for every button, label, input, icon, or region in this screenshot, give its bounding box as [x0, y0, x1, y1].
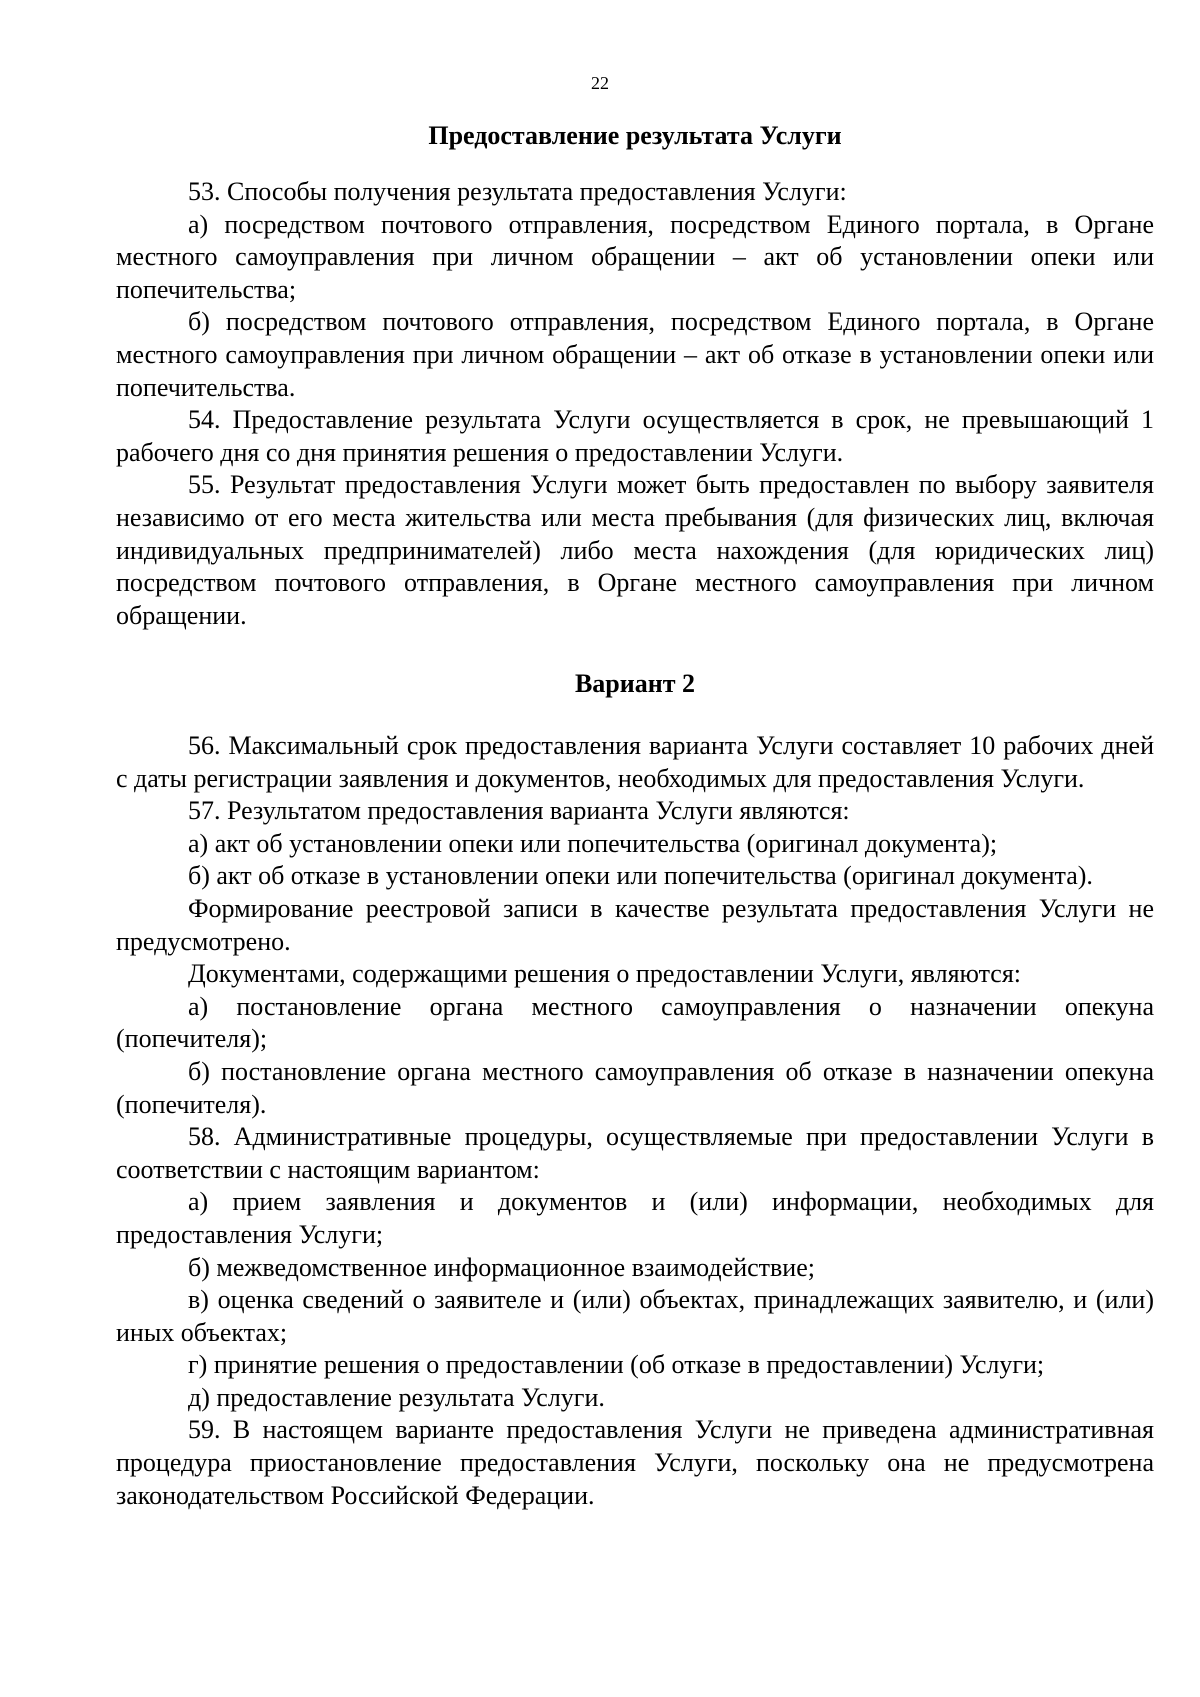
paragraph-53-b: б) посредством почтового отправления, посредством Единого портала, в Органе местного самоуправления при личном обращении – акт об отказе в установлении опеки или попечительства.	[116, 307, 1154, 402]
section-result-body	[116, 176, 1154, 632]
paragraph-59: 59. В настоящем варианте предоставления Услуги не приведена административная процедура приостановление предоставления Услуги, поскольку она не предусмотрена законодательством Российской Федерации.	[116, 1415, 1154, 1510]
paragraph-58-b: б) межведомственное информационное взаимодействие;	[188, 1252, 815, 1282]
paragraph-decision-documents: Документами, содержащими решения о предоставлении Услуги, являются:	[188, 959, 1022, 989]
paragraph-57-b: б) акт об отказе в установлении опеки или попечительства (оригинал документа).	[188, 861, 1093, 891]
paragraph-57: 57. Результатом предоставления варианта Услуги являются:	[188, 796, 850, 826]
section-variant-body	[116, 730, 1154, 1512]
paragraph-registry-record: Формирование реестровой записи в качестве результата предоставления Услуги не предусмотрено.	[116, 893, 1154, 956]
paragraph-53: 53. Способы получения результата предоставления Услуги:	[188, 177, 847, 206]
paragraph-58-a: а) прием заявления и документов и (или) информации, необходимых для предоставления Услуги;	[116, 1187, 1154, 1249]
paragraph-decision-a: а) постановление органа местного самоуправления о назначении опекуна (попечителя);	[116, 991, 1154, 1054]
section-title-result-delivery: Предоставление результата Услуги	[428, 121, 842, 150]
paragraph-decision-b: б) постановление органа местного самоуправления об отказе в назначении опекуна (попечителя).	[116, 1056, 1154, 1119]
paragraph-57-a: а) акт об установлении опеки или попечительства (оригинал документа);	[188, 828, 998, 858]
page-number: 22	[591, 73, 609, 93]
paragraph-53-a: а) посредством почтового отправления, посредством Единого портала, в Органе местного самоуправления при личном обращении – акт об установлении опеки или попечительства;	[116, 209, 1154, 304]
paragraph-58-g: г) принятие решения о предоставлении (об отказе в предоставлении) Услуги;	[188, 1350, 1045, 1380]
paragraph-55: 55. Результат предоставления Услуги может быть предоставлен по выбору заявителя независимо от его места жительства или места пребывания (для физических лиц, включая индивидуальных предпринимателей) либо места нахождения (для юридических лиц) посредством почтового отправления, в Органе местного самоуправления при личном обращении.	[116, 470, 1154, 630]
paragraph-58: 58. Административные процедуры, осуществляемые при предоставлении Услуги в соответствии с настоящим вариантом:	[116, 1122, 1154, 1184]
paragraph-58-v: в) оценка сведений о заявителе и (или) объектах, принадлежащих заявителю, и (или) иных объектах;	[116, 1285, 1154, 1347]
paragraph-54: 54. Предоставление результата Услуги осуществляется в срок, не превышающий 1 рабочего дня со дня принятия решения о предоставлении Услуги.	[116, 405, 1154, 467]
paragraph-58-d: д) предоставление результата Услуги.	[188, 1382, 605, 1412]
section-title-variant-2: Вариант 2	[574, 669, 696, 698]
paragraph-56: 56. Максимальный срок предоставления варианта Услуги составляет 10 рабочих дней с даты регистрации заявления и документов, необходимых для предоставления Услуги.	[116, 731, 1154, 793]
